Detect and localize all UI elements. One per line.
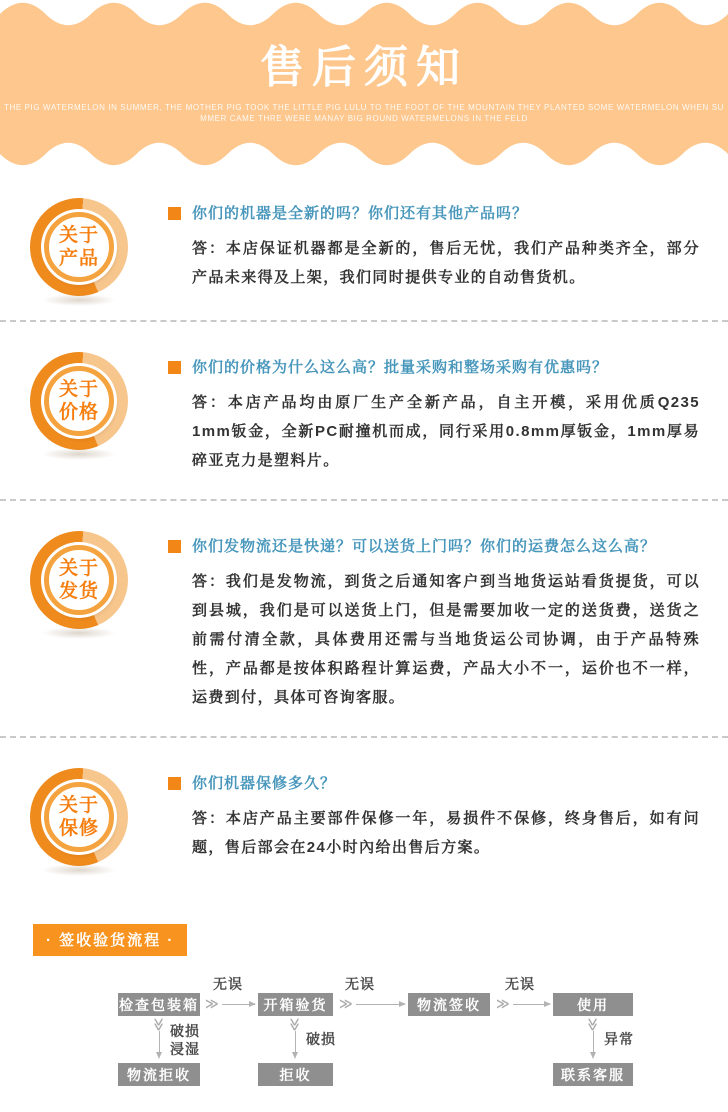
flow-ok-label: 无误 — [345, 976, 375, 992]
flow-step-use: 使用 — [553, 993, 633, 1016]
faq-content — [168, 768, 700, 862]
flow-condition-damaged — [306, 1030, 336, 1048]
faq-question: 你们的价格为什么这么高？批量采购和整场采购有优惠吗？ — [192, 359, 609, 376]
faq-question: 你们发物流还是快递？可以送货上门吗？你们的运费怎么这么高？ — [192, 538, 657, 555]
badge-ring-icon — [30, 768, 128, 866]
condition-line: 破损 — [170, 1023, 200, 1039]
flow-ok-label: 无误 — [213, 976, 243, 992]
wave-top-decoration — [0, 0, 728, 28]
badge-shadow — [42, 864, 116, 876]
faq-content — [168, 531, 700, 712]
condition-line: 浸湿 — [170, 1041, 200, 1057]
badge-text-line1: 关于 — [58, 795, 99, 816]
flow-step-check-package: 检查包装箱 — [118, 993, 200, 1016]
flow-condition-damaged-wet — [170, 1022, 200, 1058]
badge-text-line1: 关于 — [58, 379, 99, 400]
flow-condition-abnormal — [604, 1030, 634, 1048]
flow-result-reject-logistics: 物流拒收 — [118, 1063, 200, 1086]
flow-step-sign-logistics: 物流签收 — [408, 993, 490, 1016]
square-bullet-icon — [168, 540, 181, 553]
badge-ring-icon — [30, 352, 128, 450]
arrow-down-icon: ≫ — [288, 1019, 302, 1059]
badge-label — [44, 366, 114, 436]
arrow-right-icon: ≫ — [496, 999, 550, 1009]
header-subtitle-line1: THE PIG WATERMELON IN SUMMER, THE MOTHER PIG TOOK THE LITTLE PIG LULU TO THE FOOT OF THE MOUNTAIN THEY PLANTED SOME WATERMELON WHEN SU — [3, 103, 725, 113]
faq-answer: 答：本店产品均由原厂生产全新产品，自主开模，采用优质Q235 1mm钣金，全新PC耐撞机而成，同行采用0.8mm厚钣金，1mm厚易碎亚克力是塑料片。 — [192, 394, 700, 469]
badge-about-price — [30, 352, 128, 450]
faq-answer: 答：我们是发物流，到货之后通知客户到当地货运站看货提货，可以到县城，我们是可以送货上门，但是需要加收一定的送货费，送货之前需付清全款，具体费用还需与当地货运公司协调，由于产品特殊性，产品都是按体积路程计算运费，产品大小不一，运价也不一样，运费到付，具体可咨询客服。 — [192, 573, 700, 706]
header-banner — [0, 0, 728, 168]
square-bullet-icon — [168, 777, 181, 790]
arrow-down-icon: ≫ — [152, 1019, 166, 1059]
faq-section-price — [0, 322, 728, 499]
arrow-right-icon: ≫ — [205, 999, 255, 1009]
badge-label — [44, 545, 114, 615]
faq-section-warranty — [0, 738, 728, 890]
square-bullet-icon — [168, 361, 181, 374]
badge-shadow — [42, 294, 116, 306]
condition-line: 破损 — [306, 1031, 336, 1047]
faq-section-shipping — [0, 501, 728, 736]
faq-question: 你们机器保修多久？ — [192, 775, 337, 792]
badge-text-line2: 保修 — [58, 818, 99, 839]
flow-ok-label: 无误 — [505, 976, 535, 992]
badge-about-warranty — [30, 768, 128, 866]
arrow-right-icon: ≫ — [339, 999, 405, 1009]
header-body — [0, 28, 728, 140]
arrow-down-icon: ≫ — [586, 1019, 600, 1059]
condition-line: 异常 — [604, 1031, 634, 1047]
badge-label — [44, 212, 114, 282]
badge-ring-icon — [30, 198, 128, 296]
badge-text-line2: 产品 — [58, 248, 99, 269]
faq-answer: 答：本店保证机器都是全新的，售后无忧，我们产品种类齐全，部分产品未来得及上架，我们同时提供专业的自动售货机。 — [192, 240, 700, 286]
badge-about-shipping — [30, 531, 128, 629]
badge-shadow — [42, 448, 116, 460]
flow-result-contact-service: 联系客服 — [553, 1063, 633, 1086]
flow-result-reject: 拒收 — [258, 1063, 333, 1086]
inspection-flowchart — [0, 972, 728, 1112]
header-subtitle-line2: MMER CAME THRE WERE MANAY BIG ROUND WATERMELONS IN THE FELD — [200, 114, 528, 124]
process-section-label: · 签收验货流程 · — [33, 924, 187, 956]
faq-answer: 答：本店产品主要部件保修一年，易损件不保修，终身售后，如有问题，售后部会在24小时內给出售后方案。 — [192, 810, 700, 856]
wave-bottom-decoration — [0, 140, 728, 168]
badge-ring-icon — [30, 531, 128, 629]
badge-shadow — [42, 627, 116, 639]
badge-text-line2: 发货 — [58, 581, 99, 602]
faq-content — [168, 198, 700, 292]
badge-label — [44, 782, 114, 852]
page-title: 售后须知 — [260, 42, 468, 92]
badge-text-line1: 关于 — [58, 225, 99, 246]
faq-section-product — [0, 168, 728, 320]
square-bullet-icon — [168, 207, 181, 220]
badge-about-product — [30, 198, 128, 296]
flow-step-open-inspect: 开箱验货 — [258, 993, 333, 1016]
badge-text-line1: 关于 — [58, 558, 99, 579]
faq-content — [168, 352, 700, 475]
badge-text-line2: 价格 — [58, 402, 99, 423]
faq-question: 你们的机器是全新的吗？你们还有其他产品吗？ — [192, 205, 529, 222]
